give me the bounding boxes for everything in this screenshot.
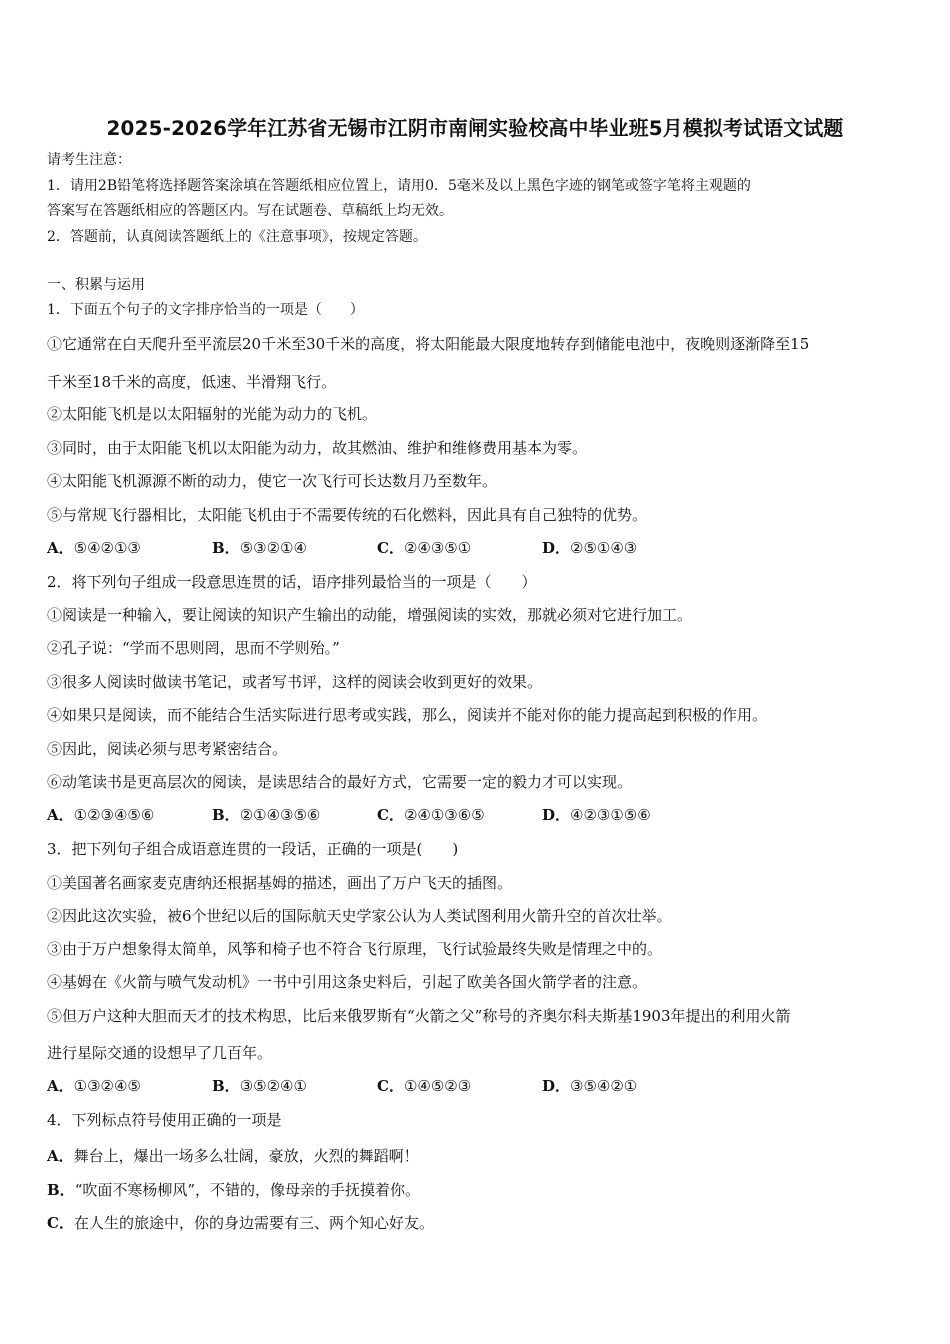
q1-sentence-5: ⑤与常规飞行器相比，太阳能飞机由于不需要传统的石化燃料，因此具有自己独特的优势。 — [47, 506, 648, 524]
q4-option-a[interactable]: A．舞台上，爆出一场多么壮阔，豪放，火烈的舞蹈啊！ — [47, 1147, 419, 1165]
q4-option-b[interactable]: B．“吹面不寒杨柳风”，不错的，像母亲的手抚摸着你。 — [47, 1181, 421, 1199]
q1-sentence-4: ④太阳能飞机源源不断的动力，使它一次飞行可长达数月乃至数年。 — [47, 472, 498, 490]
q3-sentence-5-cont: 进行星际交通的设想早了几百年。 — [47, 1044, 273, 1062]
q1-option-c[interactable]: C．②④③⑤① — [377, 539, 472, 557]
section-heading: 一、积累与运用 — [47, 277, 145, 293]
q4-stem: 4．下列标点符号使用正确的一项是 — [47, 1111, 282, 1129]
q3-option-c[interactable]: C．①④⑤②③ — [377, 1077, 472, 1095]
q2-option-b[interactable]: B．②①④③⑤⑥ — [212, 806, 321, 824]
exam-title: 2025-2026学年江苏省无锡市江阴市南闸实验校高中毕业班5月模拟考试语文试题 — [106, 117, 844, 140]
q1-stem: 1．下面五个句子的文字排序恰当的一项是（ ） — [47, 302, 364, 318]
q1-sentence-1: ①它通常在白天爬升至平流层20千米至30千米的高度，将太阳能最大限度地转存到储能电池中，夜晚则逐渐降至15 — [47, 335, 810, 353]
q3-sentence-1: ①美国著名画家麦克唐纳还根据基姆的描述，画出了万户飞天的插图。 — [47, 874, 513, 892]
q2-option-a[interactable]: A．①②③④⑤⑥ — [47, 806, 155, 824]
q2-sentence-1: ①阅读是一种输入，要让阅读的知识产生输出的动能，增强阅读的实效，那就必须对它进行加工。 — [47, 606, 693, 624]
notice-heading: 请考生注意： — [47, 152, 131, 168]
q1-sentence-2: ②太阳能飞机是以太阳辐射的光能为动力的飞机。 — [47, 405, 378, 423]
q2-option-d[interactable]: D．④②③①⑤⑥ — [542, 806, 651, 824]
q3-option-a[interactable]: A．①③②④⑤ — [47, 1077, 141, 1095]
q1-sentence-3: ③同时，由于太阳能飞机以太阳能为动力，故其燃油、维护和维修费用基本为零。 — [47, 439, 588, 457]
q3-sentence-5: ⑤但万户这种大胆而天才的技术构思，比后来俄罗斯有“火箭之父”称号的齐奥尔科夫斯基1903年提出的利用火箭 — [47, 1007, 791, 1025]
q3-sentence-4: ④基姆在《火箭与喷气发动机》一书中引用这条史料后，引起了欧美各国火箭学者的注意。 — [47, 973, 648, 991]
q2-sentence-4: ④如果只是阅读，而不能结合生活实际进行思考或实践，那么，阅读并不能对你的能力提高起到积极的作用。 — [47, 706, 768, 724]
notice-line-2: 答案写在答题纸相应的答题区内。写在试题卷、草稿纸上均无效。 — [47, 203, 453, 219]
q2-sentence-2: ②孔子说：“学而不思则罔，思而不学则殆。” — [47, 639, 340, 657]
q1-option-d[interactable]: D．②⑤①④③ — [542, 539, 638, 557]
q3-option-b[interactable]: B．③⑤②④① — [212, 1077, 307, 1095]
notice-line-1: 1．请用2B铅笔将选择题答案涂填在答题纸相应位置上，请用0．5毫米及以上黑色字迹的钢笔或签字笔将主观题的 — [47, 178, 751, 194]
notice-line-3: 2．答题前，认真阅读答题纸上的《注意事项》，按规定答题。 — [47, 229, 427, 245]
q3-stem: 3．把下列句子组合成语意连贯的一段话，正确的一项是( ) — [47, 840, 459, 858]
q1-sentence-1-cont: 千米至18千米的高度，低速、半滑翔飞行。 — [47, 373, 337, 391]
q2-sentence-5: ⑤因此，阅读必须与思考紧密结合。 — [47, 740, 288, 758]
q3-sentence-2: ②因此这次实验，被6个世纪以后的国际航天史学家公认为人类试图利用火箭升空的首次壮举。 — [47, 907, 672, 925]
q1-option-b[interactable]: B．⑤③②①④ — [212, 539, 307, 557]
q2-option-c[interactable]: C．②④①③⑥⑤ — [377, 806, 485, 824]
q2-sentence-6: ⑥动笔读书是更高层次的阅读，是读思结合的最好方式，它需要一定的毅力才可以实现。 — [47, 773, 633, 791]
q2-stem: 2．将下列句子组成一段意思连贯的话，语序排列最恰当的一项是（ ） — [47, 573, 537, 591]
q3-option-d[interactable]: D．③⑤④②① — [542, 1077, 638, 1095]
q1-option-a[interactable]: A．⑤④②①③ — [47, 539, 141, 557]
q2-sentence-3: ③很多人阅读时做读书笔记，或者写书评，这样的阅读会收到更好的效果。 — [47, 673, 543, 691]
q4-option-c[interactable]: C．在人生的旅途中，你的身边需要有三、两个知心好友。 — [47, 1214, 434, 1232]
q3-sentence-3: ③由于万户想象得太简单，风筝和椅子也不符合飞行原理，飞行试验最终失败是情理之中的。 — [47, 940, 663, 958]
